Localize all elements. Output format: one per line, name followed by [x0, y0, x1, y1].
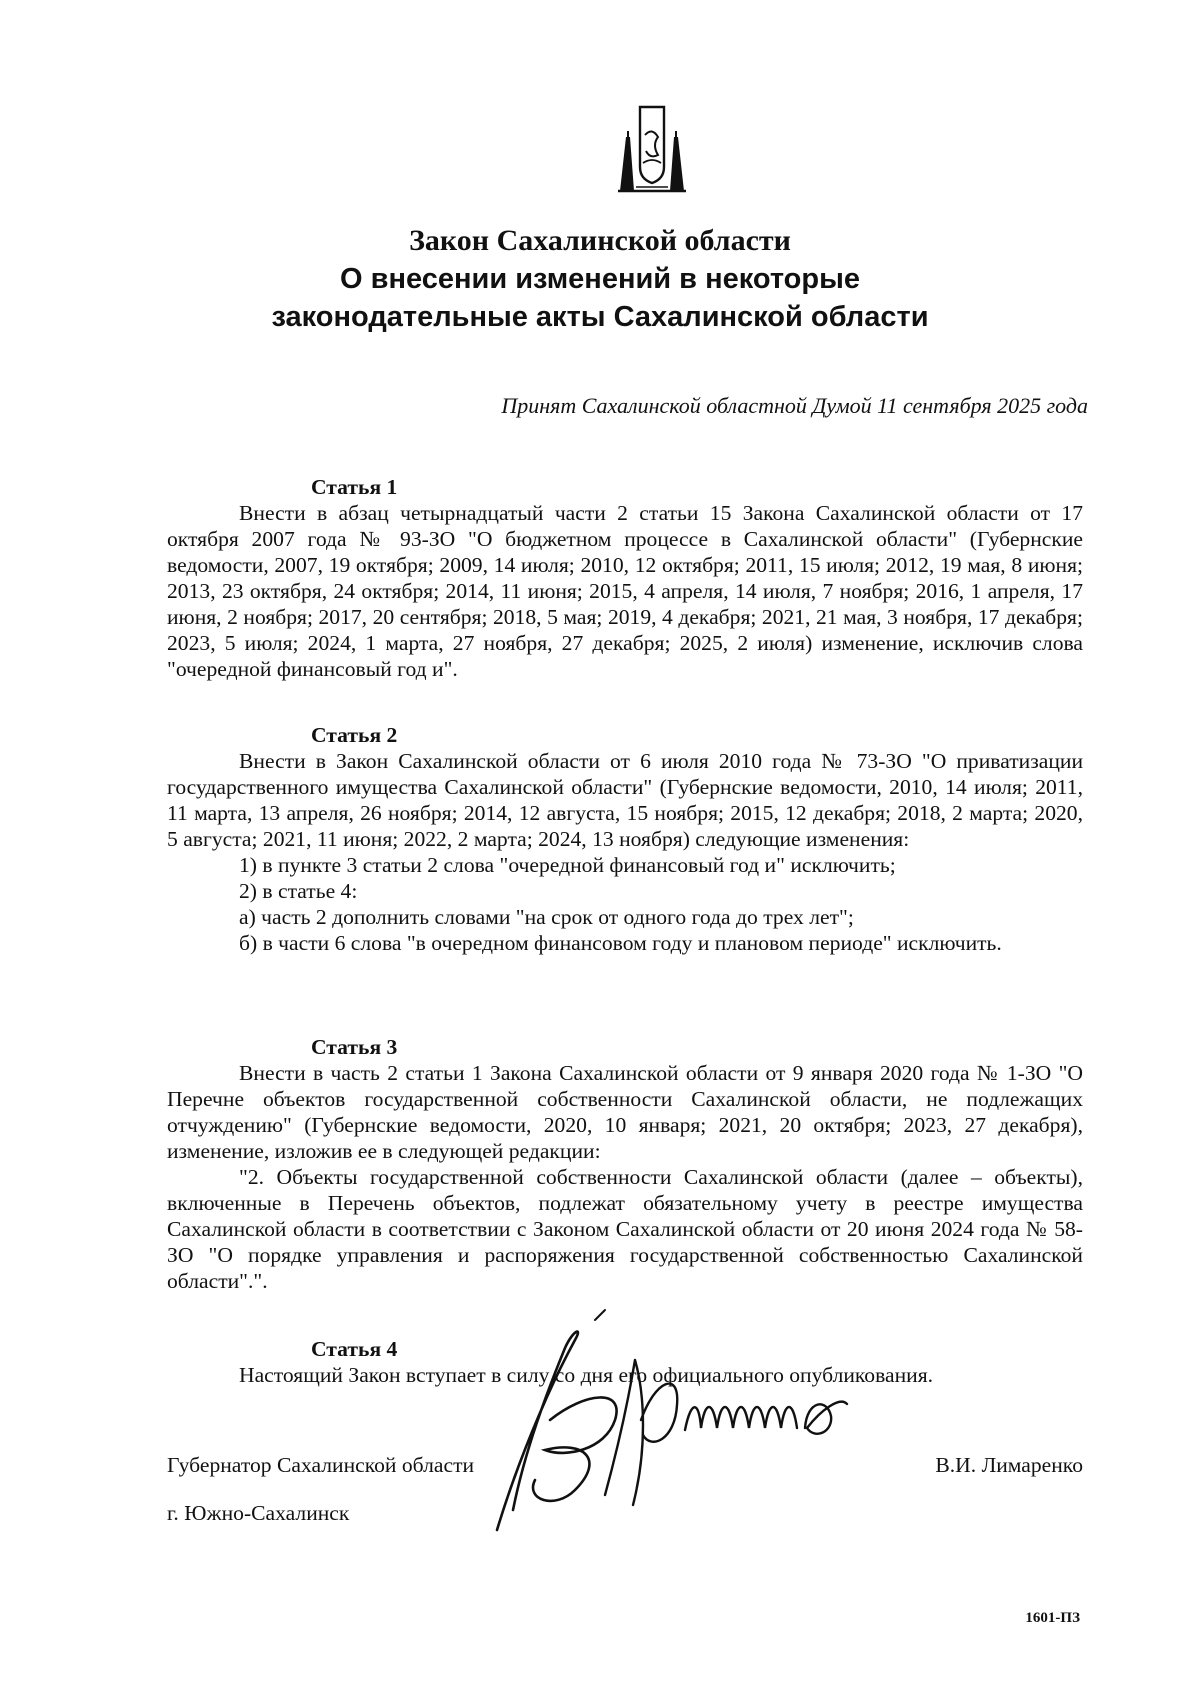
- article-heading: Статья 1: [311, 475, 398, 499]
- article-quoted-paragraph: "2. Объекты государственной собственности Сахалинской области (далее – объекты), включенные в Перечень объектов, подлежат обязательному учету в реестре имущества Сахалинской области в соответствии с Законом Сахалинской области от 20 июня 2024 года № 58-ЗО "О порядке управления и распоряжения государственной собственностью Сахалинской области".".: [167, 1165, 1083, 1293]
- article-heading: Статья 2: [311, 723, 398, 747]
- article-paragraph: Внести в часть 2 статьи 1 Закона Сахалинской области от 9 января 2020 года № 1-ЗО "О Перечне объектов государственной собственности Сахалинской области, не подлежащих отчуждению" (Губернские ведомости, 2020, 10 января; 2021, 20 октября; 2023, 27 декабря), изменение, изложив ее в следующей редакции:: [167, 1061, 1083, 1163]
- article-heading: Статья 3: [311, 1035, 398, 1059]
- coat-of-arms-icon: [612, 105, 692, 197]
- document-title: [160, 222, 1040, 336]
- article-2: [167, 722, 1083, 956]
- article-3: [167, 1034, 1083, 1294]
- article-item: 1) в пункте 3 статьи 2 слова "очередной финансовый год и" исключить;: [239, 853, 896, 877]
- document-code: 1601-ПЗ: [1025, 1610, 1080, 1626]
- article-item: 2) в статье 4:: [239, 879, 358, 903]
- article-item: б) в части 6 слова "в очередном финансовом году и плановом периоде" исключить.: [239, 931, 1002, 955]
- signatory-position: Губернатор Сахалинской области: [167, 1453, 475, 1477]
- article-heading: Статья 4: [311, 1337, 398, 1361]
- handwritten-signature-icon: [455, 1300, 885, 1560]
- article-item: а) часть 2 дополнить словами "на срок от одного года до трех лет";: [239, 905, 854, 929]
- article-paragraph: Внести в абзац четырнадцатый части 2 статьи 15 Закона Сахалинской области от 17 октября 2007 года № 93-ЗО "О бюджетном процессе в Сахалинской области" (Губернские ведомости, 2007, 19 октября; 2009, 14 июля; 2010, 12 октября; 2011, 15 июля; 2012, 19 мая, 8 июня; 2013, 23 октября, 24 октября; 2014, 11 июня; 2015, 4 апреля, 14 июля, 7 ноября; 2016, 1 апреля, 17 июня, 2 ноября; 2017, 20 сентября; 2018, 5 мая; 2019, 4 декабря; 2021, 21 мая, 3 ноября, 17 декабря; 2023, 5 июля; 2024, 1 марта, 27 ноября, 27 декабря; 2025, 2 июля) изменение, исключив слова "очередной финансовый год и".: [167, 501, 1083, 681]
- signing-city: г. Южно-Сахалинск: [167, 1501, 350, 1525]
- signatory-name: В.И. Лимаренко: [935, 1453, 1083, 1477]
- title-subject-line2: законодательные акты Сахалинской области: [271, 301, 929, 333]
- title-law-name: Закон Сахалинской области: [409, 224, 791, 257]
- title-subject-line1: О внесении изменений в некоторые: [340, 263, 860, 295]
- article-paragraph: Настоящий Закон вступает в силу со дня его официального опубликования.: [239, 1363, 934, 1387]
- adoption-note: Принят Сахалинской областной Думой 11 сентября 2025 года: [501, 393, 1088, 418]
- article-1: [167, 474, 1083, 682]
- article-paragraph: Внести в Закон Сахалинской области от 6 июля 2010 года № 73-ЗО "О приватизации государственного имущества Сахалинской области" (Губернские ведомости, 2010, 14 июля; 2011, 11 марта, 13 апреля, 26 ноября; 2014, 12 августа, 15 ноября; 2015, 12 декабря; 2018, 2 марта; 2020, 5 августа; 2021, 11 июня; 2022, 2 марта; 2024, 13 ноября) следующие изменения:: [167, 749, 1083, 851]
